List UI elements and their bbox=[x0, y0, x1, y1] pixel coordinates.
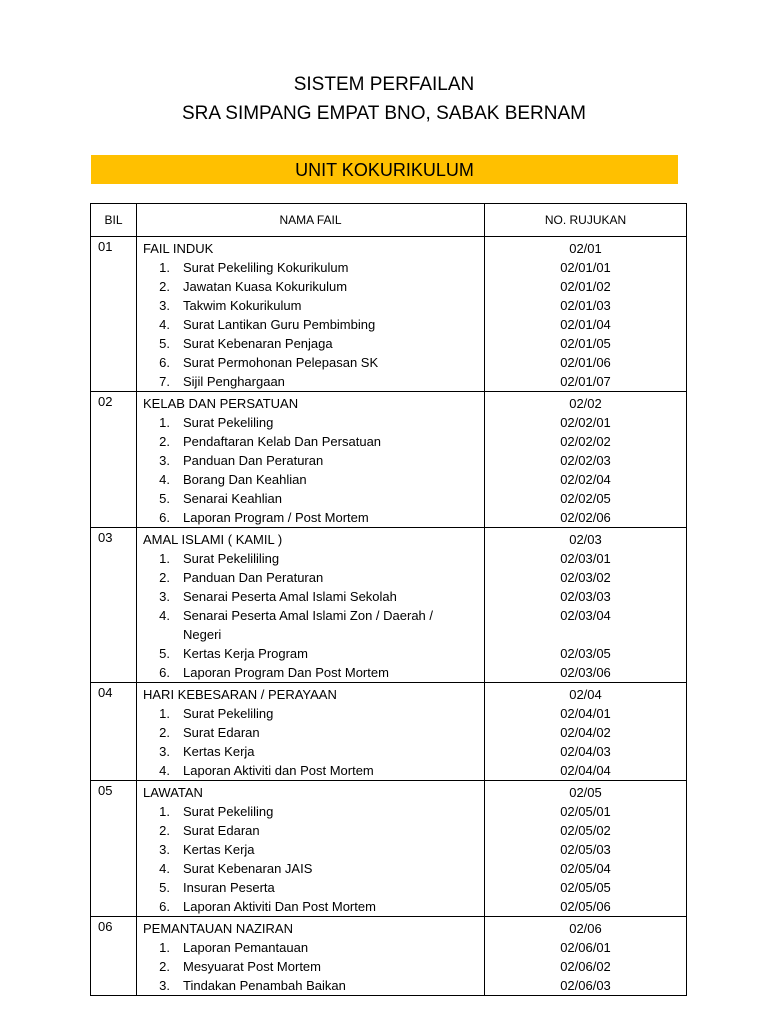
item-reference: 02/01/01 bbox=[560, 260, 611, 275]
item-text: Laporan Aktiviti Dan Post Mortem bbox=[183, 899, 376, 914]
item-text: Surat Permohonan Pelepasan SK bbox=[183, 355, 379, 370]
item-reference: 02/04/03 bbox=[560, 744, 611, 759]
table-row bbox=[91, 392, 687, 528]
item-number: 3. bbox=[159, 589, 170, 604]
item-number: 3. bbox=[159, 298, 170, 313]
list-item-continuation bbox=[143, 625, 484, 644]
file-name-cell bbox=[137, 237, 485, 392]
item-text: Tindakan Penambah Baikan bbox=[183, 978, 346, 993]
item-reference: 02/01/07 bbox=[560, 374, 611, 389]
file-category-title: LAWATAN bbox=[143, 785, 203, 800]
list-item bbox=[143, 508, 484, 527]
item-text: Mesyuarat Post Mortem bbox=[183, 959, 321, 974]
item-text: Laporan Aktiviti dan Post Mortem bbox=[183, 763, 374, 778]
item-reference: 02/01/05 bbox=[560, 336, 611, 351]
item-reference: 02/06/01 bbox=[560, 940, 611, 955]
file-category-title: PEMANTAUAN NAZIRAN bbox=[143, 921, 293, 936]
category-reference: 02/03 bbox=[569, 532, 602, 547]
item-reference: 02/04/02 bbox=[560, 725, 611, 740]
reference-cell bbox=[485, 528, 687, 683]
item-text: Senarai Peserta Amal Islami Sekolah bbox=[183, 589, 397, 604]
category-reference: 02/06 bbox=[569, 921, 602, 936]
item-reference: 02/04/01 bbox=[560, 706, 611, 721]
table-body bbox=[91, 237, 687, 996]
reference-cell bbox=[485, 781, 687, 917]
table-header-row bbox=[91, 204, 687, 237]
item-number: 2. bbox=[159, 725, 170, 740]
item-number: 2. bbox=[159, 434, 170, 449]
item-reference: 02/01/04 bbox=[560, 317, 611, 332]
item-text: Laporan Program / Post Mortem bbox=[183, 510, 369, 525]
item-number: 4. bbox=[159, 861, 170, 876]
list-item bbox=[143, 859, 484, 878]
item-reference: 02/02/06 bbox=[560, 510, 611, 525]
item-text: Surat Lantikan Guru Pembimbing bbox=[183, 317, 376, 332]
list-item bbox=[143, 802, 484, 821]
item-number: 7. bbox=[159, 374, 170, 389]
item-reference: 02/03/01 bbox=[560, 551, 611, 566]
item-number: 1. bbox=[159, 804, 170, 819]
row-number: 02 bbox=[91, 392, 137, 528]
file-name-cell bbox=[137, 781, 485, 917]
item-number: 1. bbox=[159, 940, 170, 955]
file-category-title: AMAL ISLAMI ( KAMIL ) bbox=[143, 532, 283, 547]
item-text: Panduan Dan Peraturan bbox=[183, 570, 324, 585]
list-item bbox=[143, 976, 484, 995]
list-item bbox=[143, 663, 484, 682]
item-reference: 02/01/02 bbox=[560, 279, 611, 294]
item-text: Kertas Kerja bbox=[183, 744, 255, 759]
item-number: 1. bbox=[159, 706, 170, 721]
file-category-title: FAIL INDUK bbox=[143, 241, 214, 256]
item-text: Pendaftaran Kelab Dan Persatuan bbox=[183, 434, 382, 449]
item-text: Senarai Peserta Amal Islami Zon / Daerah / bbox=[183, 608, 434, 623]
item-text: Jawatan Kuasa Kokurikulum bbox=[183, 279, 348, 294]
item-number: 3. bbox=[159, 842, 170, 857]
category-reference: 02/01 bbox=[569, 241, 602, 256]
item-reference: 02/03/04 bbox=[560, 608, 611, 623]
item-text: Laporan Pemantauan bbox=[183, 940, 309, 955]
item-text: Kertas Kerja Program bbox=[183, 646, 308, 661]
reference-cell bbox=[485, 237, 687, 392]
table-row bbox=[91, 683, 687, 781]
list-item bbox=[143, 451, 484, 470]
item-reference: 02/04/04 bbox=[560, 763, 611, 778]
item-text: Surat Edaran bbox=[183, 725, 260, 740]
item-number: 3. bbox=[159, 453, 170, 468]
item-text: Insuran Peserta bbox=[183, 880, 275, 895]
item-number: 3. bbox=[159, 978, 170, 993]
file-category-title: HARI KEBESARAN / PERAYAAN bbox=[143, 687, 337, 702]
document-title: SISTEM PERFAILAN bbox=[293, 74, 475, 95]
item-text: Surat Pekeliling bbox=[183, 415, 274, 430]
category-reference: 02/05 bbox=[569, 785, 602, 800]
item-text-continuation: Negeri bbox=[183, 627, 222, 642]
list-item bbox=[143, 277, 484, 296]
item-text: Laporan Program Dan Post Mortem bbox=[183, 665, 389, 680]
item-number: 6. bbox=[159, 665, 170, 680]
item-reference: 02/02/02 bbox=[560, 434, 611, 449]
item-text: Panduan Dan Peraturan bbox=[183, 453, 324, 468]
item-text: Kertas Kerja bbox=[183, 842, 255, 857]
list-item bbox=[143, 258, 484, 277]
item-number: 6. bbox=[159, 899, 170, 914]
item-text: Surat Kebenaran JAIS bbox=[183, 861, 313, 876]
item-reference: 02/02/01 bbox=[560, 415, 611, 430]
item-reference: 02/02/05 bbox=[560, 491, 611, 506]
item-number: 2. bbox=[159, 570, 170, 585]
item-reference: 02/03/06 bbox=[560, 665, 611, 680]
item-text: Senarai Keahlian bbox=[183, 491, 283, 506]
list-item bbox=[143, 742, 484, 761]
row-number: 03 bbox=[91, 528, 137, 683]
table-row bbox=[91, 237, 687, 392]
list-item bbox=[143, 489, 484, 508]
item-reference: 02/05/02 bbox=[560, 823, 611, 838]
item-text: Surat Kebenaran Penjaga bbox=[183, 336, 333, 351]
item-reference: 02/02/03 bbox=[560, 453, 611, 468]
item-number: 3. bbox=[159, 744, 170, 759]
list-item bbox=[143, 938, 484, 957]
file-category-title: KELAB DAN PERSATUAN bbox=[143, 396, 299, 411]
list-item bbox=[143, 334, 484, 353]
item-number: 2. bbox=[159, 823, 170, 838]
unit-banner: UNIT KOKURIKULUM bbox=[91, 155, 678, 184]
item-number: 2. bbox=[159, 279, 170, 294]
item-text: Surat Pekeliling bbox=[183, 706, 274, 721]
table-row bbox=[91, 781, 687, 917]
header-nama-fail: NAMA FAIL bbox=[137, 204, 485, 237]
table-row bbox=[91, 917, 687, 996]
list-item bbox=[143, 897, 484, 916]
school-name: SRA SIMPANG EMPAT BNO, SABAK BERNAM bbox=[181, 103, 587, 124]
item-reference: 02/01/06 bbox=[560, 355, 611, 370]
item-reference: 02/02/04 bbox=[560, 472, 611, 487]
item-text: Surat Pekeliling bbox=[183, 804, 274, 819]
item-reference: 02/01/03 bbox=[560, 298, 611, 313]
item-number: 4. bbox=[159, 763, 170, 778]
list-item bbox=[143, 353, 484, 372]
item-text: Sijil Penghargaan bbox=[183, 374, 285, 389]
item-number: 1. bbox=[159, 260, 170, 275]
item-text: Surat Pekelililing bbox=[183, 551, 280, 566]
row-number: 01 bbox=[91, 237, 137, 392]
header-bil: BIL bbox=[91, 204, 137, 237]
list-item bbox=[143, 761, 484, 780]
table-row bbox=[91, 528, 687, 683]
item-number: 4. bbox=[159, 608, 170, 623]
item-reference: 02/05/03 bbox=[560, 842, 611, 857]
list-item bbox=[143, 704, 484, 723]
header-no-rujukan: NO. RUJUKAN bbox=[485, 204, 687, 237]
item-number: 6. bbox=[159, 355, 170, 370]
item-reference: 02/05/01 bbox=[560, 804, 611, 819]
list-item bbox=[143, 372, 484, 391]
item-reference: 02/05/04 bbox=[560, 861, 611, 876]
item-number: 6. bbox=[159, 510, 170, 525]
list-item bbox=[143, 432, 484, 451]
reference-cell bbox=[485, 392, 687, 528]
item-text: Takwim Kokurikulum bbox=[183, 298, 302, 313]
item-reference: 02/06/03 bbox=[560, 978, 611, 993]
list-item bbox=[143, 644, 484, 663]
list-item bbox=[143, 840, 484, 859]
file-name-cell bbox=[137, 392, 485, 528]
item-number: 1. bbox=[159, 415, 170, 430]
item-reference: 02/03/03 bbox=[560, 589, 611, 604]
list-item bbox=[143, 587, 484, 606]
item-number: 5. bbox=[159, 880, 170, 895]
file-name-cell bbox=[137, 683, 485, 781]
item-number: 5. bbox=[159, 491, 170, 506]
list-item bbox=[143, 470, 484, 489]
list-item bbox=[143, 606, 484, 625]
item-reference: 02/05/05 bbox=[560, 880, 611, 895]
list-item bbox=[143, 878, 484, 897]
file-table bbox=[90, 203, 687, 996]
list-item bbox=[143, 296, 484, 315]
row-number: 06 bbox=[91, 917, 137, 996]
file-name-cell bbox=[137, 528, 485, 683]
item-number: 4. bbox=[159, 317, 170, 332]
item-reference: 02/06/02 bbox=[560, 959, 611, 974]
list-item bbox=[143, 413, 484, 432]
item-number: 5. bbox=[159, 336, 170, 351]
category-reference: 02/04 bbox=[569, 687, 602, 702]
reference-cell bbox=[485, 683, 687, 781]
row-number: 04 bbox=[91, 683, 137, 781]
item-text: Borang Dan Keahlian bbox=[183, 472, 307, 487]
row-number: 05 bbox=[91, 781, 137, 917]
item-number: 1. bbox=[159, 551, 170, 566]
item-number: 5. bbox=[159, 646, 170, 661]
category-reference: 02/02 bbox=[569, 396, 602, 411]
item-text: Surat Pekeliling Kokurikulum bbox=[183, 260, 349, 275]
reference-cell bbox=[485, 917, 687, 996]
list-item bbox=[143, 315, 484, 334]
blank-reference-line bbox=[485, 625, 686, 644]
file-name-cell bbox=[137, 917, 485, 996]
list-item bbox=[143, 957, 484, 976]
list-item bbox=[143, 821, 484, 840]
indent-spacer bbox=[151, 625, 183, 644]
item-text: Surat Edaran bbox=[183, 823, 260, 838]
list-item bbox=[143, 549, 484, 568]
list-item bbox=[143, 723, 484, 742]
item-reference: 02/05/06 bbox=[560, 899, 611, 914]
item-reference: 02/03/05 bbox=[560, 646, 611, 661]
item-reference: 02/03/02 bbox=[560, 570, 611, 585]
item-number: 4. bbox=[159, 472, 170, 487]
item-number: 2. bbox=[159, 959, 170, 974]
list-item bbox=[143, 568, 484, 587]
